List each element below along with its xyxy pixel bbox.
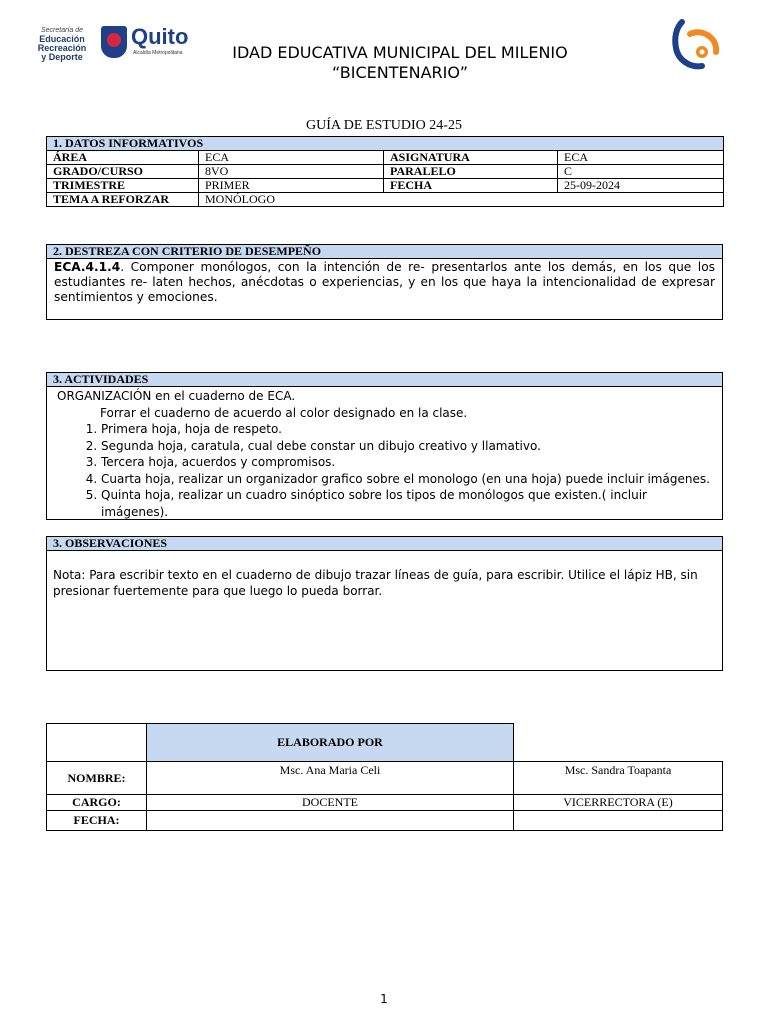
list-item: 1. Primera hoja, hoja de respeto. [101,421,716,438]
logo-line: Secretaría de [40,27,84,34]
tema-value: MONÓLOGO [199,193,724,207]
cargo-docente: DOCENTE [147,795,514,811]
section-header: 3. OBSERVACIONES [47,537,722,551]
destreza-section [46,244,723,320]
datos-table [47,151,723,206]
datos-informativos-section [46,136,724,207]
actividades-section [46,372,723,520]
asignatura-label: ASIGNATURA [384,151,558,165]
fecha-firma-2 [514,811,723,831]
school-name: IDAD EDUCATIVA MUNICIPAL DEL MILENIO [232,43,568,62]
section-header: 2. DESTREZA CON CRITERIO DE DESEMPEÑO [47,245,722,259]
grado-value: 8VO [199,165,384,179]
cargo-label: CARGO: [47,795,147,811]
quito-logo-subtext: Alcaldía Metropolitana [133,50,183,56]
grado-label: GRADO/CURSO [47,165,199,179]
list-item: 4. Cuarta hoja, realizar un organizador grafico sobre el monologo (en una hoja) puede incluir imágenes. [101,471,716,488]
observaciones-text: Nota: Para escribir texto en el cuaderno de dibujo trazar líneas de guía, para escribir. Utilice el lápiz HB, sin presionar fuertemente para que luego lo pueda borrar. [53,568,698,598]
section-header: 1. DATOS INFORMATIVOS [47,137,723,151]
logo-line: y Deporte [41,52,83,62]
actividades-body [47,387,722,520]
nombre-docente: Msc. Ana Maria Celi [147,762,514,795]
actividades-intro: ORGANIZACIÓN en el cuaderno de ECA. [57,389,296,403]
trimestre-value: PRIMER [199,179,384,193]
list-item: 2. Segunda hoja, caratula, cual debe constar un dibujo creativo y llamativo. [101,438,716,455]
guide-title: GUÍA DE ESTUDIO 24-25 [306,118,462,133]
nombre-vicerrectora: Msc. Sandra Toapanta [514,762,723,795]
destreza-description: . Componer monólogos, con la intención de re- presentarlos ante los demás, en los que los estudiantes re- laten hechos, anécdotas o experiencias, y en los que haya la intencionalidad de expresar sentimientos y emociones. [54,260,715,304]
destreza-code: ECA.4.1.4 [54,260,121,274]
signature-table [46,723,723,831]
secretaria-logo [34,26,90,62]
asignatura-value: ECA [558,151,724,165]
paralelo-value: C [558,165,724,179]
fecha-firma-label: FECHA: [47,811,147,831]
cargo-vicerrectora: VICERRECTORA (E) [514,795,723,811]
page-number: 1 [380,992,388,1006]
empty-cell [47,724,147,762]
fecha-label: FECHA [384,179,558,193]
quito-shield-icon [101,26,127,58]
actividades-list [53,421,716,520]
logo-line: Educación [39,34,85,44]
tema-label: TEMA A REFORZAR [47,193,199,207]
nombre-label: NOMBRE: [47,762,147,795]
fecha-firma-1 [147,811,514,831]
quito-logo-text: Quito [131,24,189,49]
fecha-value: 25-09-2024 [558,179,724,193]
school-name-quoted: “BICENTENARIO” [332,63,468,82]
institution-logo-icon [668,18,722,70]
logo-line: Recreación [37,43,87,53]
trimestre-label: TRIMESTRE [47,179,199,193]
list-item: 5. Quinta hoja, realizar un cuadro sinóptico sobre los tipos de monólogos que existen.( incluir imágenes). [101,487,716,520]
destreza-text [47,259,722,305]
paralelo-label: PARALELO [384,165,558,179]
section-header: 3. ACTIVIDADES [47,373,722,387]
empty-cell [514,724,723,762]
area-value: ECA [199,151,384,165]
actividades-sub: Forrar el cuaderno de acuerdo al color designado en la clase. [100,405,468,420]
list-item: 3. Tercera hoja, acuerdos y compromisos. [101,454,716,471]
elaborado-por-header: ELABORADO POR [147,724,514,762]
observaciones-section [46,536,723,671]
area-label: ÁREA [47,151,199,165]
